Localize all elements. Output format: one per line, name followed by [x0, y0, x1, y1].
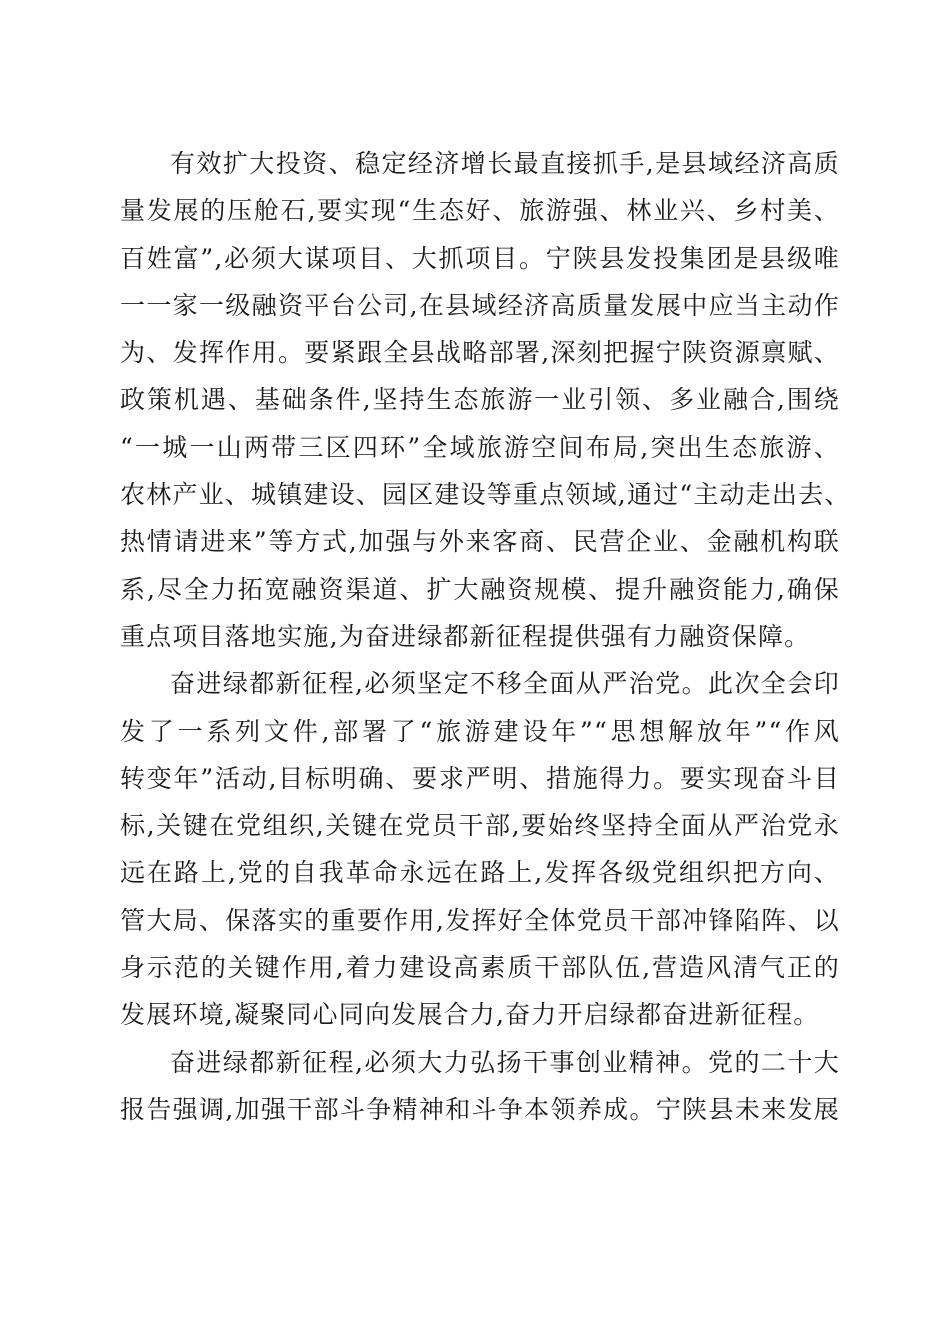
text-line: 政策机遇、基础条件,坚持生态旅游一业引领、多业融合,围绕 — [120, 385, 840, 415]
paragraph-party-governance — [120, 660, 840, 1038]
text-line: 远在路上,党的自我革命永远在路上,发挥各级党组织把方向、 — [120, 858, 840, 888]
text-line: 重点项目落地实施,为奋进绿都新征程提供强有力融资保障。 — [120, 621, 811, 651]
text-line: 身示范的关键作用,着力建设高素质干部队伍,营造风清气正的 — [120, 953, 840, 983]
text-line: 量发展的压舱石,要实现“生态好、旅游强、林业兴、乡村美、 — [120, 196, 840, 226]
text-line: “一城一山两带三区四环”全域旅游空间布局,突出生态旅游、 — [120, 432, 840, 462]
text-line: 奋进绿都新征程,必须大力弘扬干事创业精神。党的二十大 — [170, 1047, 840, 1077]
text-line: 有效扩大投资、稳定经济增长最直接抓手,是县域经济高质 — [170, 149, 840, 178]
text-line: 农林产业、城镇建设、园区建设等重点领域,通过“主动走出去、 — [120, 480, 851, 510]
text-line: 奋进绿都新征程,必须坚定不移全面从严治党。此次全会印 — [170, 669, 840, 699]
document-body — [120, 140, 851, 1133]
text-line: 发展环境,凝聚同心同向发展合力,奋力开启绿都奋进新征程。 — [120, 1000, 820, 1030]
paragraph-investment — [120, 140, 851, 660]
text-line: 为、发挥作用。要紧跟全县战略部署,深刻把握宁陕资源禀赋、 — [120, 338, 840, 368]
text-line: 热情请进来”等方式,加强与外来客商、民营企业、金融机构联 — [120, 527, 840, 557]
text-line: 百姓富”,必须大谋项目、大抓项目。宁陕县发投集团是县级唯 — [120, 243, 840, 273]
text-line: 系,尽全力拓宽融资渠道、扩大融资规模、提升融资能力,确保 — [120, 574, 840, 604]
text-line: 管大局、保落实的重要作用,发挥好全体党员干部冲锋陷阵、以 — [120, 905, 840, 935]
text-line: 标,关键在党组织,关键在党员干部,要始终坚持全面从严治党永 — [120, 811, 840, 841]
text-line: 一一家一级融资平台公司,在县域经济高质量发展中应当主动作 — [120, 290, 840, 320]
paragraph-entrepreneurship — [120, 1039, 840, 1134]
text-line: 发了一系列文件,部署了“旅游建设年”“思想解放年”“作风 — [120, 716, 840, 746]
text-line: 报告强调,加强干部斗争精神和斗争本领养成。宁陕县未来发展 — [120, 1094, 840, 1124]
text-line: 转变年”活动,目标明确、要求严明、措施得力。要实现奋斗目 — [120, 763, 840, 793]
